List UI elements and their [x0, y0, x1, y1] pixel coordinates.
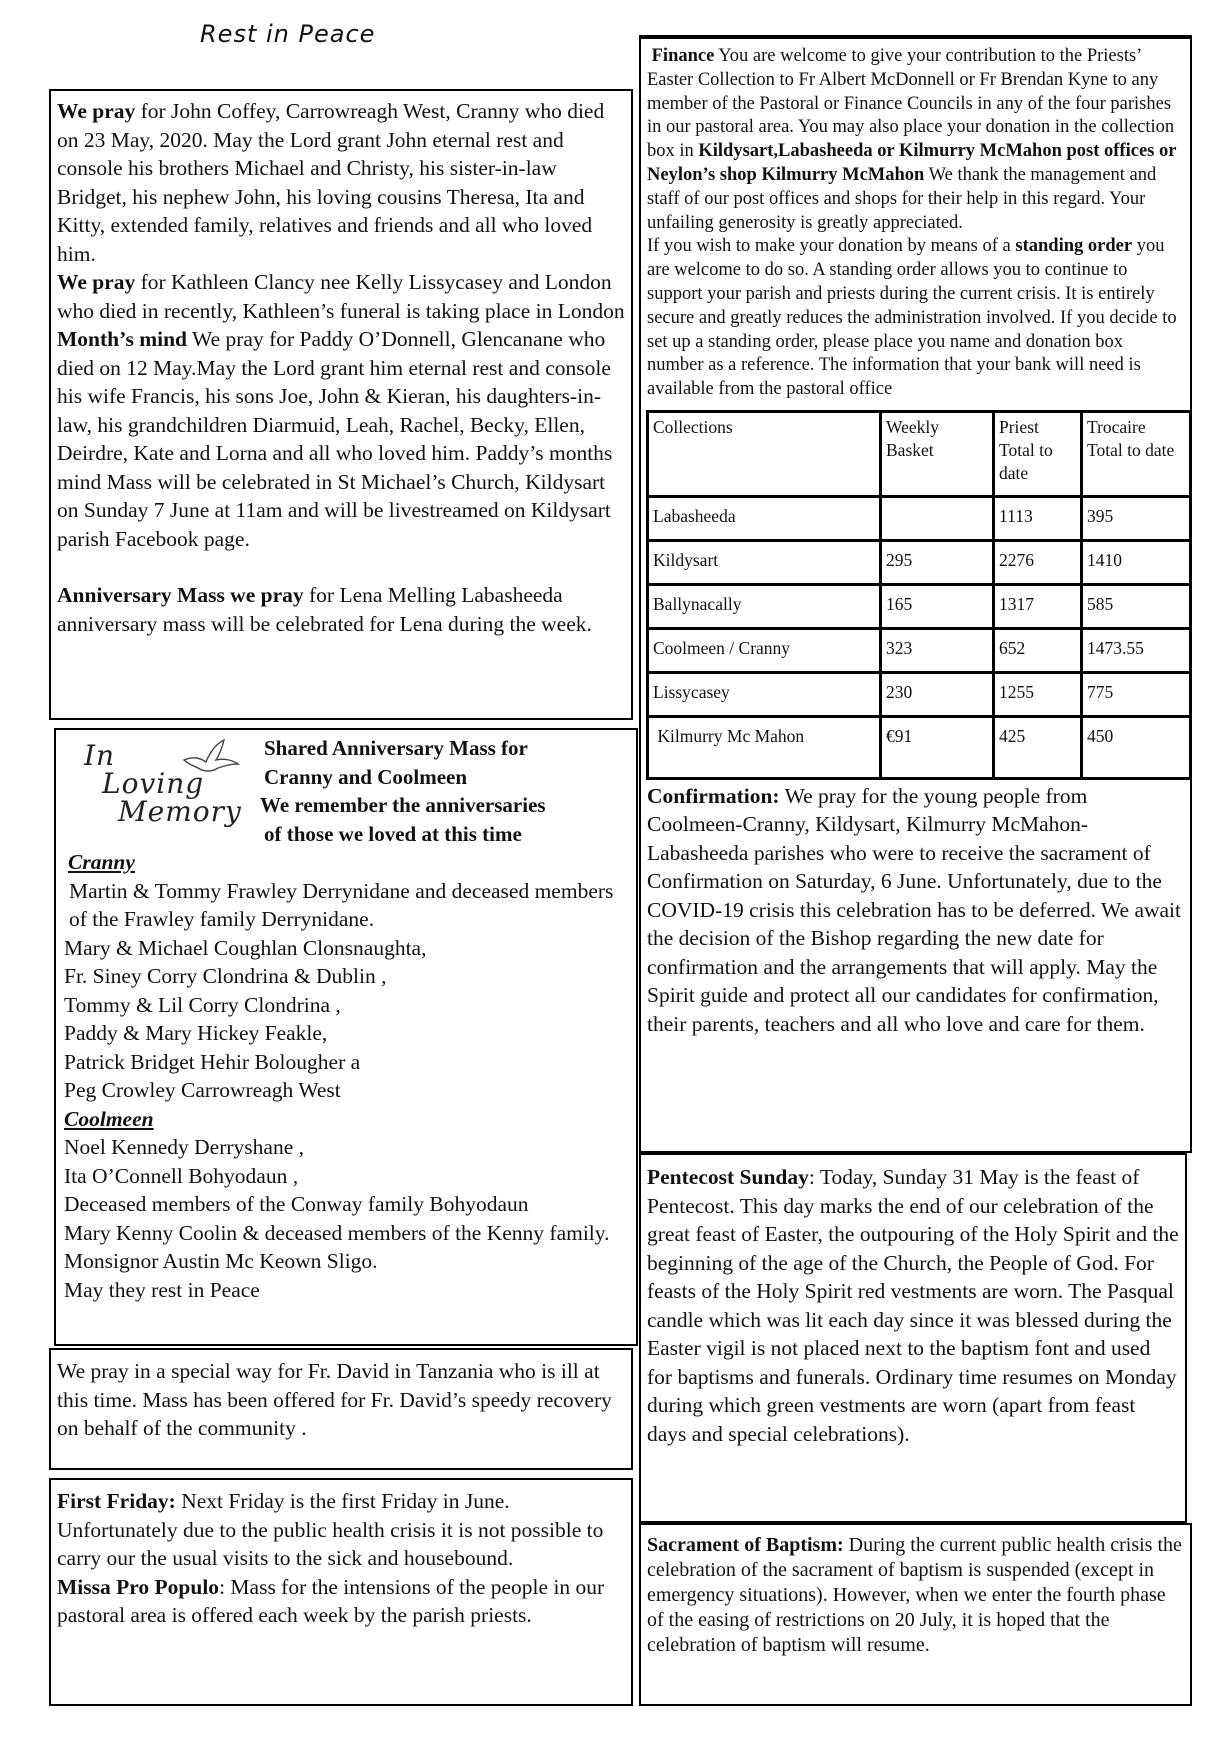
baptism-box	[639, 1523, 1192, 1706]
cell-parish: Coolmeen / Cranny	[648, 628, 881, 672]
coolmeen-heading: Coolmeen	[64, 1106, 154, 1131]
notice-label: Anniversary Mass we pray	[57, 583, 304, 607]
memory-item: Noel Kennedy Derryshane ,	[64, 1135, 304, 1159]
standing-order-text: standing order	[1015, 236, 1133, 257]
cell-weekly: 230	[881, 672, 994, 716]
finance-paragraph-1	[647, 45, 1184, 235]
first-friday-notice	[57, 1487, 625, 1573]
notice-label: Pentecost Sunday	[647, 1165, 809, 1189]
collections-table	[646, 410, 1192, 780]
notice-text: We pray for Paddy O’Donnell, Glencanane who died on 12 May.May the Lord grant him eternal rest and console his wife Francis, his sons Joe, John & Kieran, his daughters-in-law, his grandchildren Diarmuid, Leah, Rachel, Becky, Ellen, Deirdre, Kate and Lorna and all who loved him. Paddy’s months mind Mass will be celebrated in St Michael’s Church, Kildysart on Sunday 7 June at 11am and will be livestreamed on Kildysart parish Facebook page.	[57, 327, 613, 551]
notice-label: Missa Pro Populo	[57, 1574, 220, 1599]
title-line: Shared Anniversary Mass for	[264, 736, 528, 760]
title-line: of those we loved at this time	[264, 821, 522, 846]
notice-text: During the current public health crisis the celebration of the sacrament of baptism is suspended (except in emergency situations). However, when we enter the fourth phase of the easing of restrictions on 20 July, it is hoped that the celebration of baptism will resume.	[647, 1534, 1182, 1656]
notice-text: for John Coffey, Carrowreagh West, Cranny who died on 23 May, 2020. May the Lord grant John eternal rest and console his brothers Michael and Christy, his sister-in-law Bridget, his nephew John, his loving cousins Theresa, Ita and Kitty, extended family, relatives and friends and all who loved him.	[57, 99, 605, 266]
memory-item: Patrick Bridget Hehir Bolougher a	[64, 1049, 361, 1074]
header-weekly-basket: Weekly Basket	[881, 411, 994, 496]
cell-priest: 425	[994, 716, 1082, 778]
notice-text: for Kathleen Clancy nee Kelly Lissycasey and London who died in recently, Kathleen’s funeral is taking place in London	[57, 270, 625, 323]
memory-item: Paddy & Mary Hickey Feakle,	[64, 1021, 328, 1045]
notice-label: First Friday:	[57, 1489, 176, 1513]
notice-label: We pray	[57, 270, 136, 294]
finance-label: Finance	[651, 46, 715, 66]
in-loving-memory-logo	[62, 738, 262, 838]
memory-item: Mary Kenny Coolin & deceased members of the Kenny family.	[64, 1220, 610, 1245]
cell-parish: Kildysart	[648, 540, 881, 584]
cell-weekly: €91	[881, 716, 994, 778]
notice-text: You are welcome to give your contribution to the Priests’ Easter Collection to Fr Albert McDonnell or Fr Brendan Kyne to any member of the Pastoral or Finance Councils in any of the four parishes in our pastoral area. You may also place your donation in the collection box in	[647, 46, 1175, 162]
cranny-heading: Cranny	[68, 850, 135, 874]
title-line: We remember the anniversaries	[260, 793, 546, 817]
cell-priest: 1113	[994, 496, 1082, 540]
table-row	[648, 672, 1191, 716]
prayer-text: We pray in a special way for Fr. David in Tanzania who is ill at this time. Mass has been offered for Fr. David’s speedy recovery on behalf of the community .	[57, 1359, 612, 1440]
cell-parish: Lissycasey	[648, 672, 881, 716]
cell-trocaire: 1473.55	[1082, 628, 1191, 672]
notice-text: : Today, Sunday 31 May is the feast of Pentecost. This day marks the end of our celebration of the great feast of Easter, the outpouring of the Holy Spirit and the beginning of the age of the Church, the People of God. For feasts of the Holy Spirit red vestments are worn. The Pasqual candle which was lit each day since it was blessed during the Easter vigil is not placed next to the baptism font and used for baptisms and funerals. Ordinary time resumes on Monday during which green vestments are worn (apart from feast days and special celebrations).	[647, 1165, 1179, 1446]
cell-weekly: 323	[881, 628, 994, 672]
notice-text: : Mass for the intensions of the people in our pastoral area is offered each week by the parish priests.	[57, 1574, 605, 1627]
notice-label: We pray	[57, 99, 136, 123]
cell-trocaire: 775	[1082, 672, 1191, 716]
missa-pro-populo-notice	[57, 1573, 625, 1630]
notice-kathleen-clancy	[57, 268, 625, 325]
cell-priest: 1317	[994, 584, 1082, 628]
table-header-row	[648, 411, 1191, 496]
cell-trocaire: 585	[1082, 584, 1191, 628]
cell-weekly: 165	[881, 584, 994, 628]
notice-text: We thank the management and staff of our post offices and shops for their help in this regard. Your unfailing generosity is greatly appreciated.	[647, 164, 1157, 233]
cell-parish: Kilmurry Mc Mahon	[648, 716, 881, 778]
table-row	[648, 584, 1191, 628]
header-trocaire-total: Trocaire Total to date	[1082, 411, 1191, 496]
title-line: Cranny and Coolmeen	[264, 764, 468, 789]
notice-john-coffey	[57, 97, 625, 268]
memory-item: Tommy & Lil Corry Clondrina ,	[64, 992, 341, 1017]
memory-item: Peg Crowley Carrowreagh West	[64, 1078, 341, 1102]
page-title: Rest in Peace	[200, 20, 376, 48]
notice-text: Next Friday is the first Friday in June. Unfortunately due to the public health crisis it is not possible to carry our the usual visits to the sick and housebound.	[57, 1489, 604, 1570]
memory-item: Ita O’Connell Bohyodaun ,	[64, 1163, 299, 1188]
locations-text: Kildysart,Labasheeda or Kilmurry McMahon post offices or Neylon’s shop Kilmurry McMahon	[647, 141, 1177, 185]
cell-priest: 652	[994, 628, 1082, 672]
cell-trocaire: 450	[1082, 716, 1191, 778]
memory-title	[260, 734, 546, 848]
notice-text: for Lena Melling Labasheeda anniversary mass will be celebrated for Lena during the week.	[57, 583, 592, 636]
anniversary-memory-box	[54, 728, 638, 1346]
dove-icon	[180, 738, 240, 774]
cell-trocaire: 395	[1082, 496, 1191, 540]
notice-months-mind	[57, 325, 625, 553]
table-row	[648, 628, 1191, 672]
header-collections: Collections	[648, 411, 881, 496]
confirmation-notice	[647, 782, 1184, 1039]
logo-line: In	[84, 739, 116, 772]
memory-item: Fr. Siney Corry Clondrina & Dublin ,	[64, 964, 387, 988]
cell-weekly: 295	[881, 540, 994, 584]
logo-line: Memory	[118, 795, 242, 828]
table-row	[648, 540, 1191, 584]
spacer	[57, 553, 625, 581]
table-row	[648, 496, 1191, 540]
memory-header	[62, 738, 630, 848]
first-friday-box	[49, 1478, 633, 1706]
coolmeen-list	[64, 1133, 630, 1304]
notice-label: Sacrament of Baptism:	[647, 1534, 844, 1556]
memory-item: May they rest in Peace	[64, 1277, 260, 1302]
memory-item: Martin & Tommy Frawley Derrynidane and deceased members of the Frawley family Derrynidane.	[69, 878, 614, 931]
notice-text: you are welcome to do so. A standing order allows you to continue to support your parish and priests during the current crisis. It is entirely secure and greatly reduces the administration involved. If you decide to set up a standing order, please place you name and donation box number as a reference. The information that your bank will need is available from the pastoral office	[647, 236, 1177, 400]
notice-label: Month’s mind	[57, 327, 188, 351]
memory-item: Monsignor Austin Mc Keown Sligo.	[64, 1249, 378, 1273]
notice-anniversary-mass	[57, 581, 625, 638]
cell-trocaire: 1410	[1082, 540, 1191, 584]
cell-weekly	[881, 496, 994, 540]
notice-text: If you wish to make your donation by means of a	[647, 236, 1016, 257]
memory-item: Mary & Michael Coughlan Clonsnaughta,	[64, 935, 427, 960]
cell-parish: Ballynacally	[648, 584, 881, 628]
header-priest-total: Priest Total to date	[994, 411, 1082, 496]
rip-notices-box	[49, 89, 633, 720]
table-row	[648, 716, 1191, 778]
cell-priest: 1255	[994, 672, 1082, 716]
cranny-list	[64, 877, 630, 1105]
notice-label: Confirmation:	[647, 783, 780, 808]
cell-parish: Labasheeda	[648, 496, 881, 540]
logo-line: Loving	[102, 767, 205, 800]
memory-item: Deceased members of the Conway family Bohyodaun	[64, 1192, 529, 1216]
finance-notice	[647, 45, 1184, 402]
finance-paragraph-2	[647, 235, 1184, 402]
pentecost-box	[639, 1153, 1187, 1523]
finance-box	[639, 35, 1192, 1153]
notice-text: We pray for the young people from Coolmeen-Cranny, Kildysart, Kilmurry McMahon-Labasheeda parishes who were to receive the sacrament of Confirmation on Saturday, 6 June. Unfortunately, due to the COVID-19 crisis this celebration has to be deferred. We await the decision of the Bishop regarding the new date for confirmation and the arrangements that will apply. May the Spirit guide and protect all our candidates for confirmation, their parents, teachers and all who love and care for them.	[647, 783, 1182, 1036]
fr-david-prayer-box	[49, 1348, 633, 1470]
cell-priest: 2276	[994, 540, 1082, 584]
